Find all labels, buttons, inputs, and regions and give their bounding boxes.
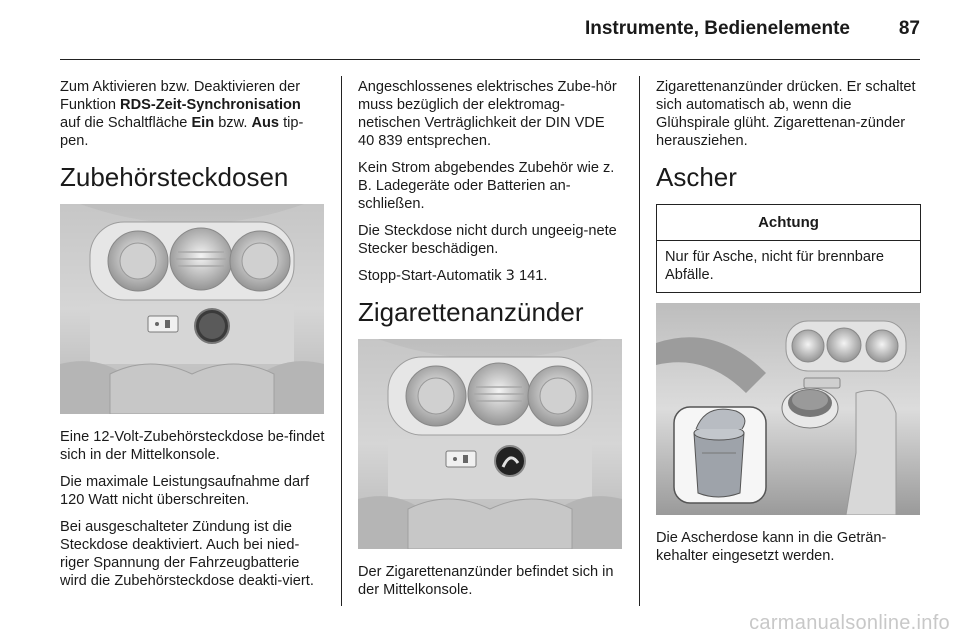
heading-accessory-sockets: Zubehörsteckdosen [60,162,289,192]
cigarette-lighter-illustration [358,339,622,549]
page-number: 87 [898,18,920,39]
column-1 [60,78,325,599]
page-reference-arrow-icon: 3 [505,267,515,284]
warning-title: Achtung [657,205,920,241]
watermark: carmanualsonline.info [749,612,950,634]
lighter-usage-text: Zigarettenanzünder drücken. Er schaltet sich automatisch ab, wenn die Glühspirale glüht. Zigarettenan-zünder herausziehen. [656,79,916,149]
accessory-socket-illustration [60,204,324,414]
ashtray-illustration [656,303,920,515]
warning-box [656,204,921,293]
emc-text: Angeschlossenes elektrisches Zube-hör muss bezüglich der elektromag-netischen Verträglichkeit der DIN VDE 40 839 entsprechen. [358,79,617,149]
cross-reference: Stopp-Start-Automatik 3 141. [358,267,548,284]
socket-location-text: Eine 12-Volt-Zubehörsteckdose be-findet sich in der Mittelkonsole. [60,429,325,463]
rds-function-name: RDS-Zeit-Synchronisation [120,97,301,113]
ashtray-cupholder-text: Die Ascherdose kann in die Geträn-kehalter eingesetzt werden. [656,530,887,564]
running-header-title: Instrumente, Bedienelemente [584,18,850,39]
column-2 [358,78,623,608]
lighter-location-text: Der Zigarettenanzünder befindet sich in der Mittelkonsole. [358,564,614,598]
warning-text: Nur für Asche, nicht für brennbare Abfälle. [665,249,885,283]
no-power-accessory-text: Kein Strom abgebendes Zubehör wie z. B. Ladegeräte oder Batterien an-schließen. [358,160,615,212]
heading-ashtray: Ascher [656,162,737,192]
max-power-text: Die maximale Leistungsaufnahme darf 120 Watt nicht überschreiten. [60,474,310,508]
heading-cigarette-lighter: Zigarettenanzünder [358,297,584,327]
unsuitable-plug-text: Die Steckdose nicht durch ungeeig-nete Stecker beschädigen. [358,223,617,257]
off-button-label: Aus [251,115,280,131]
column-divider-2 [639,76,640,606]
on-button-label: Ein [191,115,215,131]
intro-paragraph: Zum Aktivieren bzw. Deaktivieren der Funktion RDS-Zeit-Synchronisation auf die Schaltfläche Ein bzw. Aus tip-pen. [60,79,304,149]
column-3 [656,78,921,574]
column-divider-1 [341,76,342,606]
header-rule [60,59,920,60]
ignition-off-text: Bei ausgeschalteter Zündung ist die Steckdose deaktiviert. Auch bei nied-riger Spannung der Fahrzeugbatterie wird die Zubehörsteckdose deakti-viert. [60,519,314,589]
